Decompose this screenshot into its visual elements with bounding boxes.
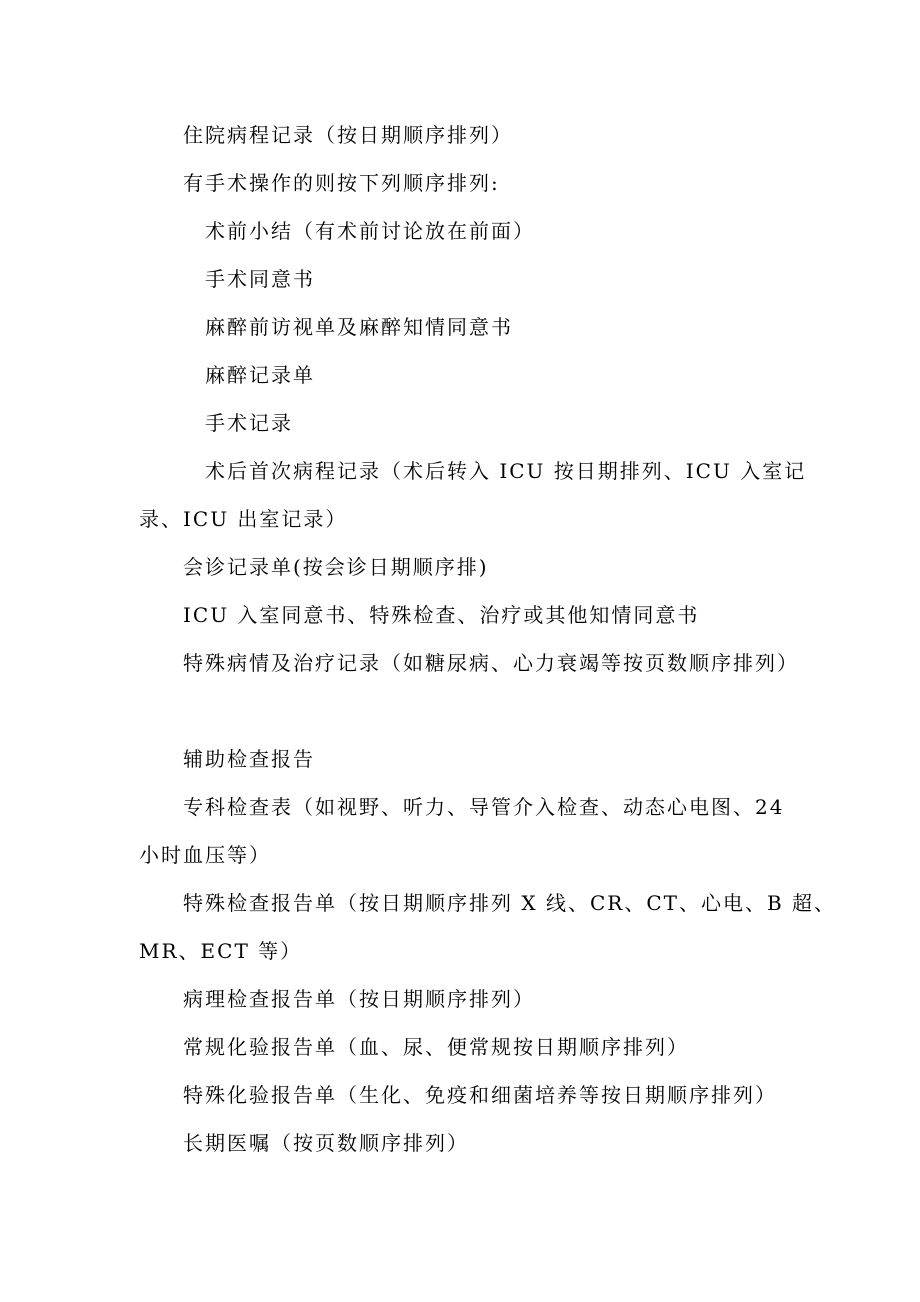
text-line: 手术记录 — [205, 411, 293, 435]
text-line: 手术同意书 — [205, 267, 315, 291]
text-line: 录、ICU 出室记录） — [139, 507, 348, 531]
text-line: MR、ECT 等） — [139, 939, 303, 963]
text-line: 有手术操作的则按下列顺序排列: — [183, 171, 500, 195]
text-line: 住院病程记录（按日期顺序排列） — [183, 123, 513, 147]
text-line: 常规化验报告单（血、尿、便常规按日期顺序排列） — [183, 1035, 689, 1059]
text-line: 术后首次病程记录（术后转入 ICU 按日期排列、ICU 入室记 — [205, 459, 807, 483]
text-line: 麻醉前访视单及麻醉知情同意书 — [205, 315, 513, 339]
text-line: 特殊检查报告单（按日期顺序排列 X 线、CR、CT、心电、B 超、 — [183, 891, 837, 915]
section-heading: 辅助检查报告 — [183, 747, 315, 771]
text-line: 专科检查表（如视野、听力、导管介入检查、动态心电图、24 — [183, 795, 785, 819]
text-line: 麻醉记录单 — [205, 363, 315, 387]
text-line: 长期医嘱（按页数顺序排列） — [183, 1131, 469, 1155]
text-line: 小时血压等） — [139, 843, 271, 867]
text-line: 特殊病情及治疗记录（如糖尿病、心力衰竭等按页数顺序排列） — [183, 651, 799, 675]
text-line: 术前小结（有术前讨论放在前面） — [205, 219, 535, 243]
text-line: ICU 入室同意书、特殊检查、治疗或其他知情同意书 — [183, 603, 700, 627]
text-line: 特殊化验报告单（生化、免疫和细菌培养等按日期顺序排列） — [183, 1083, 777, 1107]
text-line: 会诊记录单(按会诊日期顺序排) — [183, 555, 489, 579]
text-line: 病理检查报告单（按日期顺序排列） — [183, 987, 535, 1011]
